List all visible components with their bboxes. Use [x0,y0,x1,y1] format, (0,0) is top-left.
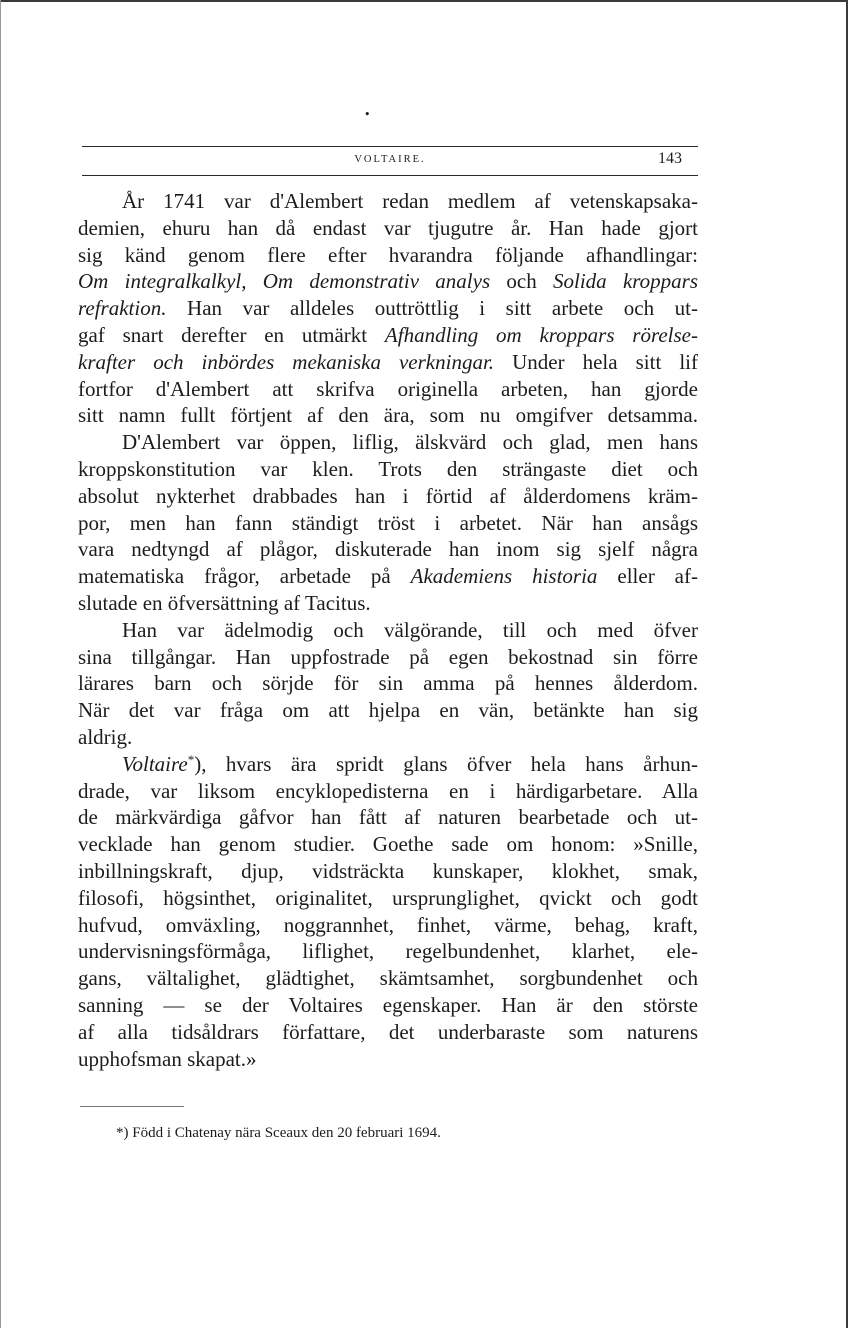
footnote [116,1125,441,1142]
paragraph-3 [78,617,698,751]
text-line: hufvud, omväxling, noggrannhet, finhet, värme, behag, kraft, [78,912,698,937]
header-rule-bottom [82,175,698,176]
text-run: Under hela sitt lif [494,349,698,374]
text-line [78,322,698,349]
text-line: filosofi, högsinthet, originalitet, ursprunglighet, qvickt och godt [78,885,698,910]
paragraph-1 [78,188,698,429]
text-line [78,295,698,322]
text-line: upphofsman skapat.» [78,1046,257,1071]
italic-title: Afhandling om kroppars rörelse- [384,322,698,347]
italic-title: Om integralkalkyl, Om demonstrativ analys [78,269,491,294]
paragraph-2 [78,429,698,617]
text-line [78,268,698,295]
text-line: sig känd genom flere efter hvarandra följande afhandlingar: [78,242,698,267]
text-line: År 1741 var d'Alembert redan medlem af vetenskapsaka- [122,189,698,213]
paragraph-4 [78,751,698,1073]
text-line: När det var fråga om att hjelpa en vän, betänkte han sig [78,698,698,723]
text-line: drade, var liksom encyklopedisterna en i härdigarbetare. Alla [78,778,698,803]
text-line: af alla tidsåldrars författare, det underbaraste som naturens [78,1019,698,1044]
text-line: demien, ehuru han då endast var tjugutre år. Han hade gjort [78,215,698,240]
text-line: sanning — se der Voltaires egenskaper. Han är den störste [78,992,698,1017]
text-line: inbillningskraft, djup, vidsträckta kunskaper, klokhet, smak, [78,858,698,883]
footnote-marker: *) [116,1125,129,1141]
text-line [78,563,698,590]
text-line: sina tillgångar. Han uppfostrade på egen bekostnad sin förre [78,644,698,669]
running-header [82,150,698,172]
page-body [78,188,698,1072]
text-line: absolut nykterhet drabbades han i förtid af ålderdomens kräm- [78,483,698,508]
printer-mark: • [364,108,371,121]
text-line: vara nedtyngd af plågor, diskuterade han inom sig sjelf några [78,537,698,562]
page-edge-top [0,0,848,2]
text-run: Han var alldeles outtröttlig i sitt arbete och ut- [166,296,698,321]
text-line: lärares barn och sörjde för sin amma på hennes ålderdom. [78,671,698,696]
running-head-title: VOLTAIRE. [354,154,426,165]
text-line: Han var ädelmodig och välgörande, till och med öfver [122,617,698,642]
text-run: eller af- [597,564,698,589]
page-number: 143 [658,150,682,167]
text-run: gaf snart derefter en utmärkt [78,322,385,347]
text-line: slutade en öfversättning af Tacitus. [78,590,371,615]
text-line: D'Alembert var öppen, liflig, älskvärd och glad, men hans [122,430,698,455]
italic-title: refraktion. [78,296,167,321]
text-line: kroppskonstitution var klen. Trots den strängaste diet och [78,456,698,481]
text-run: och [490,269,553,294]
text-line: fortfor d'Alembert att skrifva originella arbeten, han gjorde [78,376,698,401]
italic-name: Voltaire [122,751,188,776]
text-line: por, men han fann ständigt tröst i arbetet. När han ansågs [78,510,698,535]
italic-title: krafter och inbördes mekaniska verkningar. [78,349,495,374]
text-run: matematiska frågor, arbetade på [78,564,411,589]
text-line: aldrig. [78,724,133,749]
footnote-rule [80,1106,184,1107]
page-edge-left [0,0,1,1328]
text-run: ), hvars ära spridt glans öfver hela hans århun- [194,751,698,776]
text-line: gans, vältalighet, glädtighet, skämtsamhet, sorgbundenhet och [78,966,698,991]
footnote-text: Född i Chatenay nära Sceaux den 20 februari 1694. [128,1125,441,1141]
italic-title: Akademiens historia [410,564,598,589]
text-line [78,751,698,778]
text-line: vecklade han genom studier. Goethe sade om honom: »Snille, [78,832,698,857]
text-line [78,349,698,376]
text-line: de märkvärdiga gåfvor han fått af naturen bearbetade och ut- [78,805,698,830]
text-line: sitt namn fullt förtjent af den ära, som nu omgifver detsamma. [78,403,698,428]
footnote-reference[interactable]: * [187,751,195,767]
italic-title: Solida kroppars [553,269,698,294]
text-line: undervisningsförmåga, liflighet, regelbundenhet, klarhet, ele- [78,939,698,964]
header-rule-top [82,146,698,147]
